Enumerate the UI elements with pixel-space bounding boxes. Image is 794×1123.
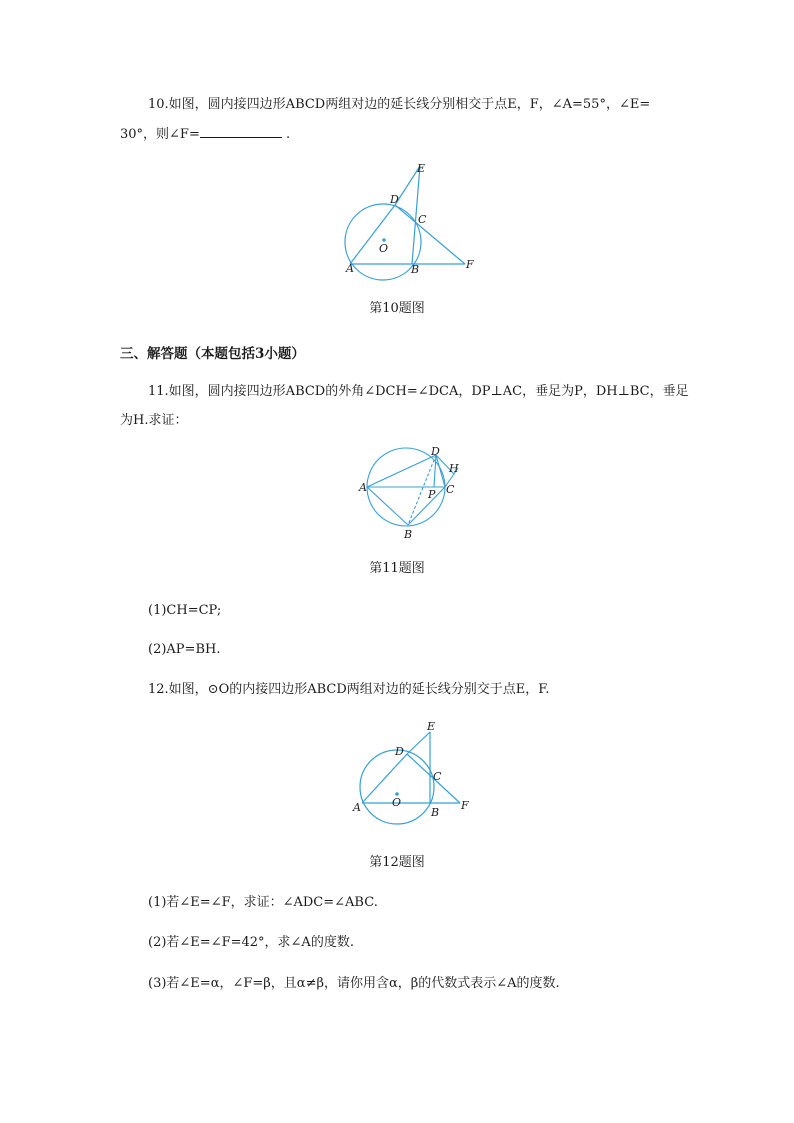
q10-figure bbox=[340, 160, 490, 275]
q12-line-DE bbox=[407, 732, 430, 754]
q11-label-B: B bbox=[404, 528, 413, 541]
q12-figure bbox=[345, 718, 480, 823]
q10-line1: 10.如图，圆内接四边形ABCD两组对边的延长线分别相交于点E，F，∠A=55°，∠E= bbox=[148, 97, 651, 112]
q11-line1: 11.如图，圆内接四边形ABCD的外角∠DCH=∠DCA，DP⊥AC，垂足为P，DH⊥BC，垂足 bbox=[148, 384, 689, 399]
q12-circle bbox=[360, 750, 434, 824]
q10-line-DF bbox=[395, 205, 465, 264]
q11-caption: 第11题图 bbox=[369, 561, 425, 576]
q11-label-H: H bbox=[449, 462, 459, 475]
q12-part1: (1)若∠E=∠F，求证：∠ADC=∠ABC. bbox=[148, 895, 378, 910]
q12-label-D: D bbox=[395, 745, 404, 758]
q10-label-E: E bbox=[417, 162, 426, 175]
q10-label-A: A bbox=[346, 262, 354, 275]
q11-figure bbox=[358, 446, 468, 541]
q12-part2: (2)若∠E=∠F=42°，求∠A的度数. bbox=[148, 935, 354, 950]
q10-line2-post: . bbox=[286, 127, 291, 142]
q10-label-C: C bbox=[418, 213, 427, 226]
q10-label-O: O bbox=[379, 242, 389, 255]
q12-label-F: F bbox=[461, 799, 469, 812]
q11-label-C: C bbox=[446, 483, 455, 496]
q10-label-F: F bbox=[466, 258, 474, 271]
answer-blank bbox=[200, 125, 282, 138]
q10-label-B: B bbox=[411, 263, 420, 276]
q11-label-D: D bbox=[431, 445, 440, 458]
q10-label-D: D bbox=[390, 193, 399, 206]
q12-label-O: O bbox=[392, 796, 402, 809]
q12-line1: 12.如图，⊙O的内接四边形ABCD两组对边的延长线分别交于点E，F. bbox=[148, 682, 550, 697]
q11-line-AB bbox=[367, 487, 408, 525]
q10-line2 bbox=[120, 125, 290, 144]
section-title: 三、解答题（本题包括3小题） bbox=[120, 346, 305, 362]
q12-part3: (3)若∠E=α，∠F=β，且α≠β，请你用含α，β的代数式表示∠A的度数. bbox=[148, 976, 560, 991]
q11-line2: 为H.求证： bbox=[120, 413, 188, 428]
q10-caption: 第10题图 bbox=[369, 301, 425, 316]
q10-line2-pre: 30°，则∠F= bbox=[120, 127, 200, 142]
q11-part1: (1)CH=CP; bbox=[148, 603, 222, 618]
q11-part2: (2)AP=BH. bbox=[148, 642, 221, 657]
q11-label-P: P bbox=[428, 488, 436, 501]
q12-label-A: A bbox=[353, 801, 361, 814]
q12-label-B: B bbox=[431, 806, 440, 819]
q12-label-E: E bbox=[427, 720, 436, 733]
q12-label-C: C bbox=[433, 770, 442, 783]
q12-caption: 第12题图 bbox=[369, 855, 425, 870]
q11-label-A: A bbox=[359, 481, 367, 494]
